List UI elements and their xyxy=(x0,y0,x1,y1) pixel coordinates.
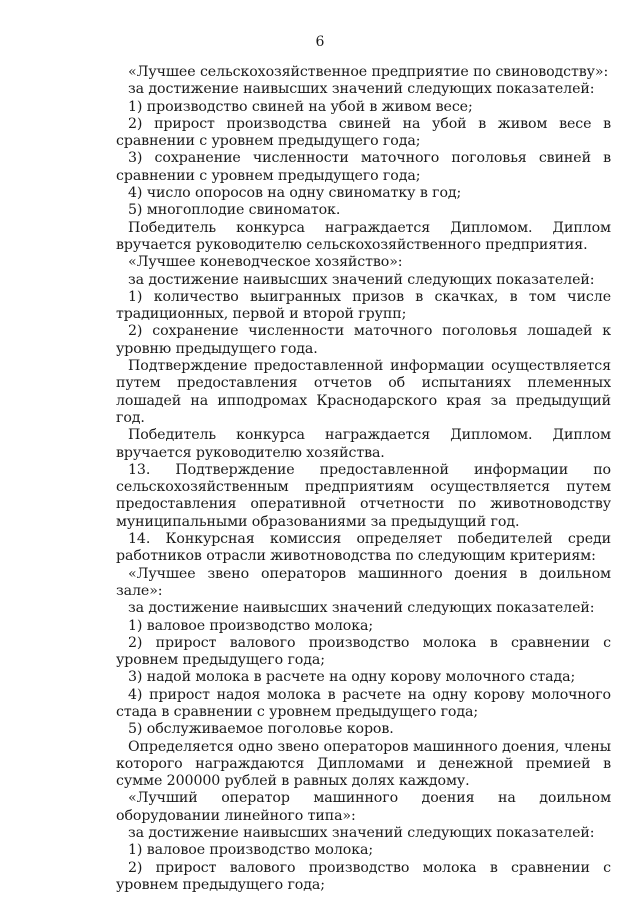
paragraph-horse-breeding-title: «Лучшее коневодческое хозяйство»: xyxy=(128,254,403,271)
list-item: 3) надой молока в расчете на одну корову молочного стада; xyxy=(128,669,576,686)
paragraph-criteria-intro: за достижение наивысших значений следующих показателей: xyxy=(128,271,595,288)
list-item: 2) прирост валового производство молока в сравнении с уровнем предыдущего года; xyxy=(116,859,611,893)
list-item: 2) сохранение численности маточного поголовья лошадей к уровню предыдущего года. xyxy=(116,323,611,357)
list-item: 1) валовое производство молока; xyxy=(128,842,374,859)
list-item: 5) многоплодие свиноматок. xyxy=(128,202,341,219)
paragraph-team-award: Определяется одно звено операторов машинного доения, члены которого награждаются Дипломами и денежной премией в сумме 200000 рублей в равных долях каждому. xyxy=(116,738,611,790)
paragraph-clause-13: 13. Подтверждение предоставленной информации по сельскохозяйственным предприятиям осуществляется путем предоставления оперативной отчетности по животноводству муниципальными образованиями за предыдущий год. xyxy=(116,461,611,530)
list-item: 2) прирост валового производство молока в сравнении с уровнем предыдущего года; xyxy=(116,634,611,669)
paragraph-milking-team-title: «Лучшее звено операторов машинного доения в доильном зале»: xyxy=(116,565,611,599)
page-number: 6 xyxy=(315,34,325,50)
list-item: 5) обслуживаемое поголовье коров. xyxy=(128,721,394,738)
list-item: 1) производство свиней на убой в живом весе; xyxy=(128,98,473,115)
list-item: 1) валовое производство молока; xyxy=(128,617,374,634)
paragraph-criteria-intro: за достижение наивысших значений следующих показателей: xyxy=(128,600,595,617)
paragraph-criteria-intro: за достижение наивысших значений следующих показателей: xyxy=(128,825,595,842)
paragraph-award: Победитель конкурса награждается Дипломом. Диплом вручается руководителю хозяйства. xyxy=(116,427,611,461)
list-item: 4) прирост надоя молока в расчете на одну корову молочного стада в сравнении с уровнем предыдущего года; xyxy=(116,686,611,720)
paragraph-milking-operator-title: «Лучший оператор машинного доения на доильном оборудовании линейного типа»: xyxy=(116,790,611,824)
document-body xyxy=(116,64,611,894)
list-item: 1) количество выигранных призов в скачках, в том числе традиционных, первой и второй групп; xyxy=(116,288,611,323)
paragraph-award: Победитель конкурса награждается Дипломом. Диплом вручается руководителю сельскохозяйственного предприятия. xyxy=(116,219,611,253)
paragraph-clause-14: 14. Конкурсная комиссия определяет победителей среди работников отрасли животноводства по следующим критериям: xyxy=(116,531,611,565)
paragraph-criteria-intro: за достижение наивысших значений следующих показателей: xyxy=(128,81,595,98)
list-item: 2) прирост производства свиней на убой в живом весе в сравнении с уровнем предыдущего года; xyxy=(116,115,611,150)
list-item: 4) число опоросов на одну свиноматку в год; xyxy=(128,185,462,202)
paragraph-pig-farming-title: «Лучшее сельскохозяйственное предприятие по свиноводству»: xyxy=(128,64,609,80)
paragraph-confirmation: Подтверждение предоставленной информации осуществляется путем предоставления отчетов об испытаниях племенных лошадей на ипподромах Краснодарского края за предыдущий год. xyxy=(116,358,611,426)
list-item: 3) сохранение численности маточного поголовья свиней в сравнении с уровнем предыдущего года; xyxy=(116,150,611,184)
